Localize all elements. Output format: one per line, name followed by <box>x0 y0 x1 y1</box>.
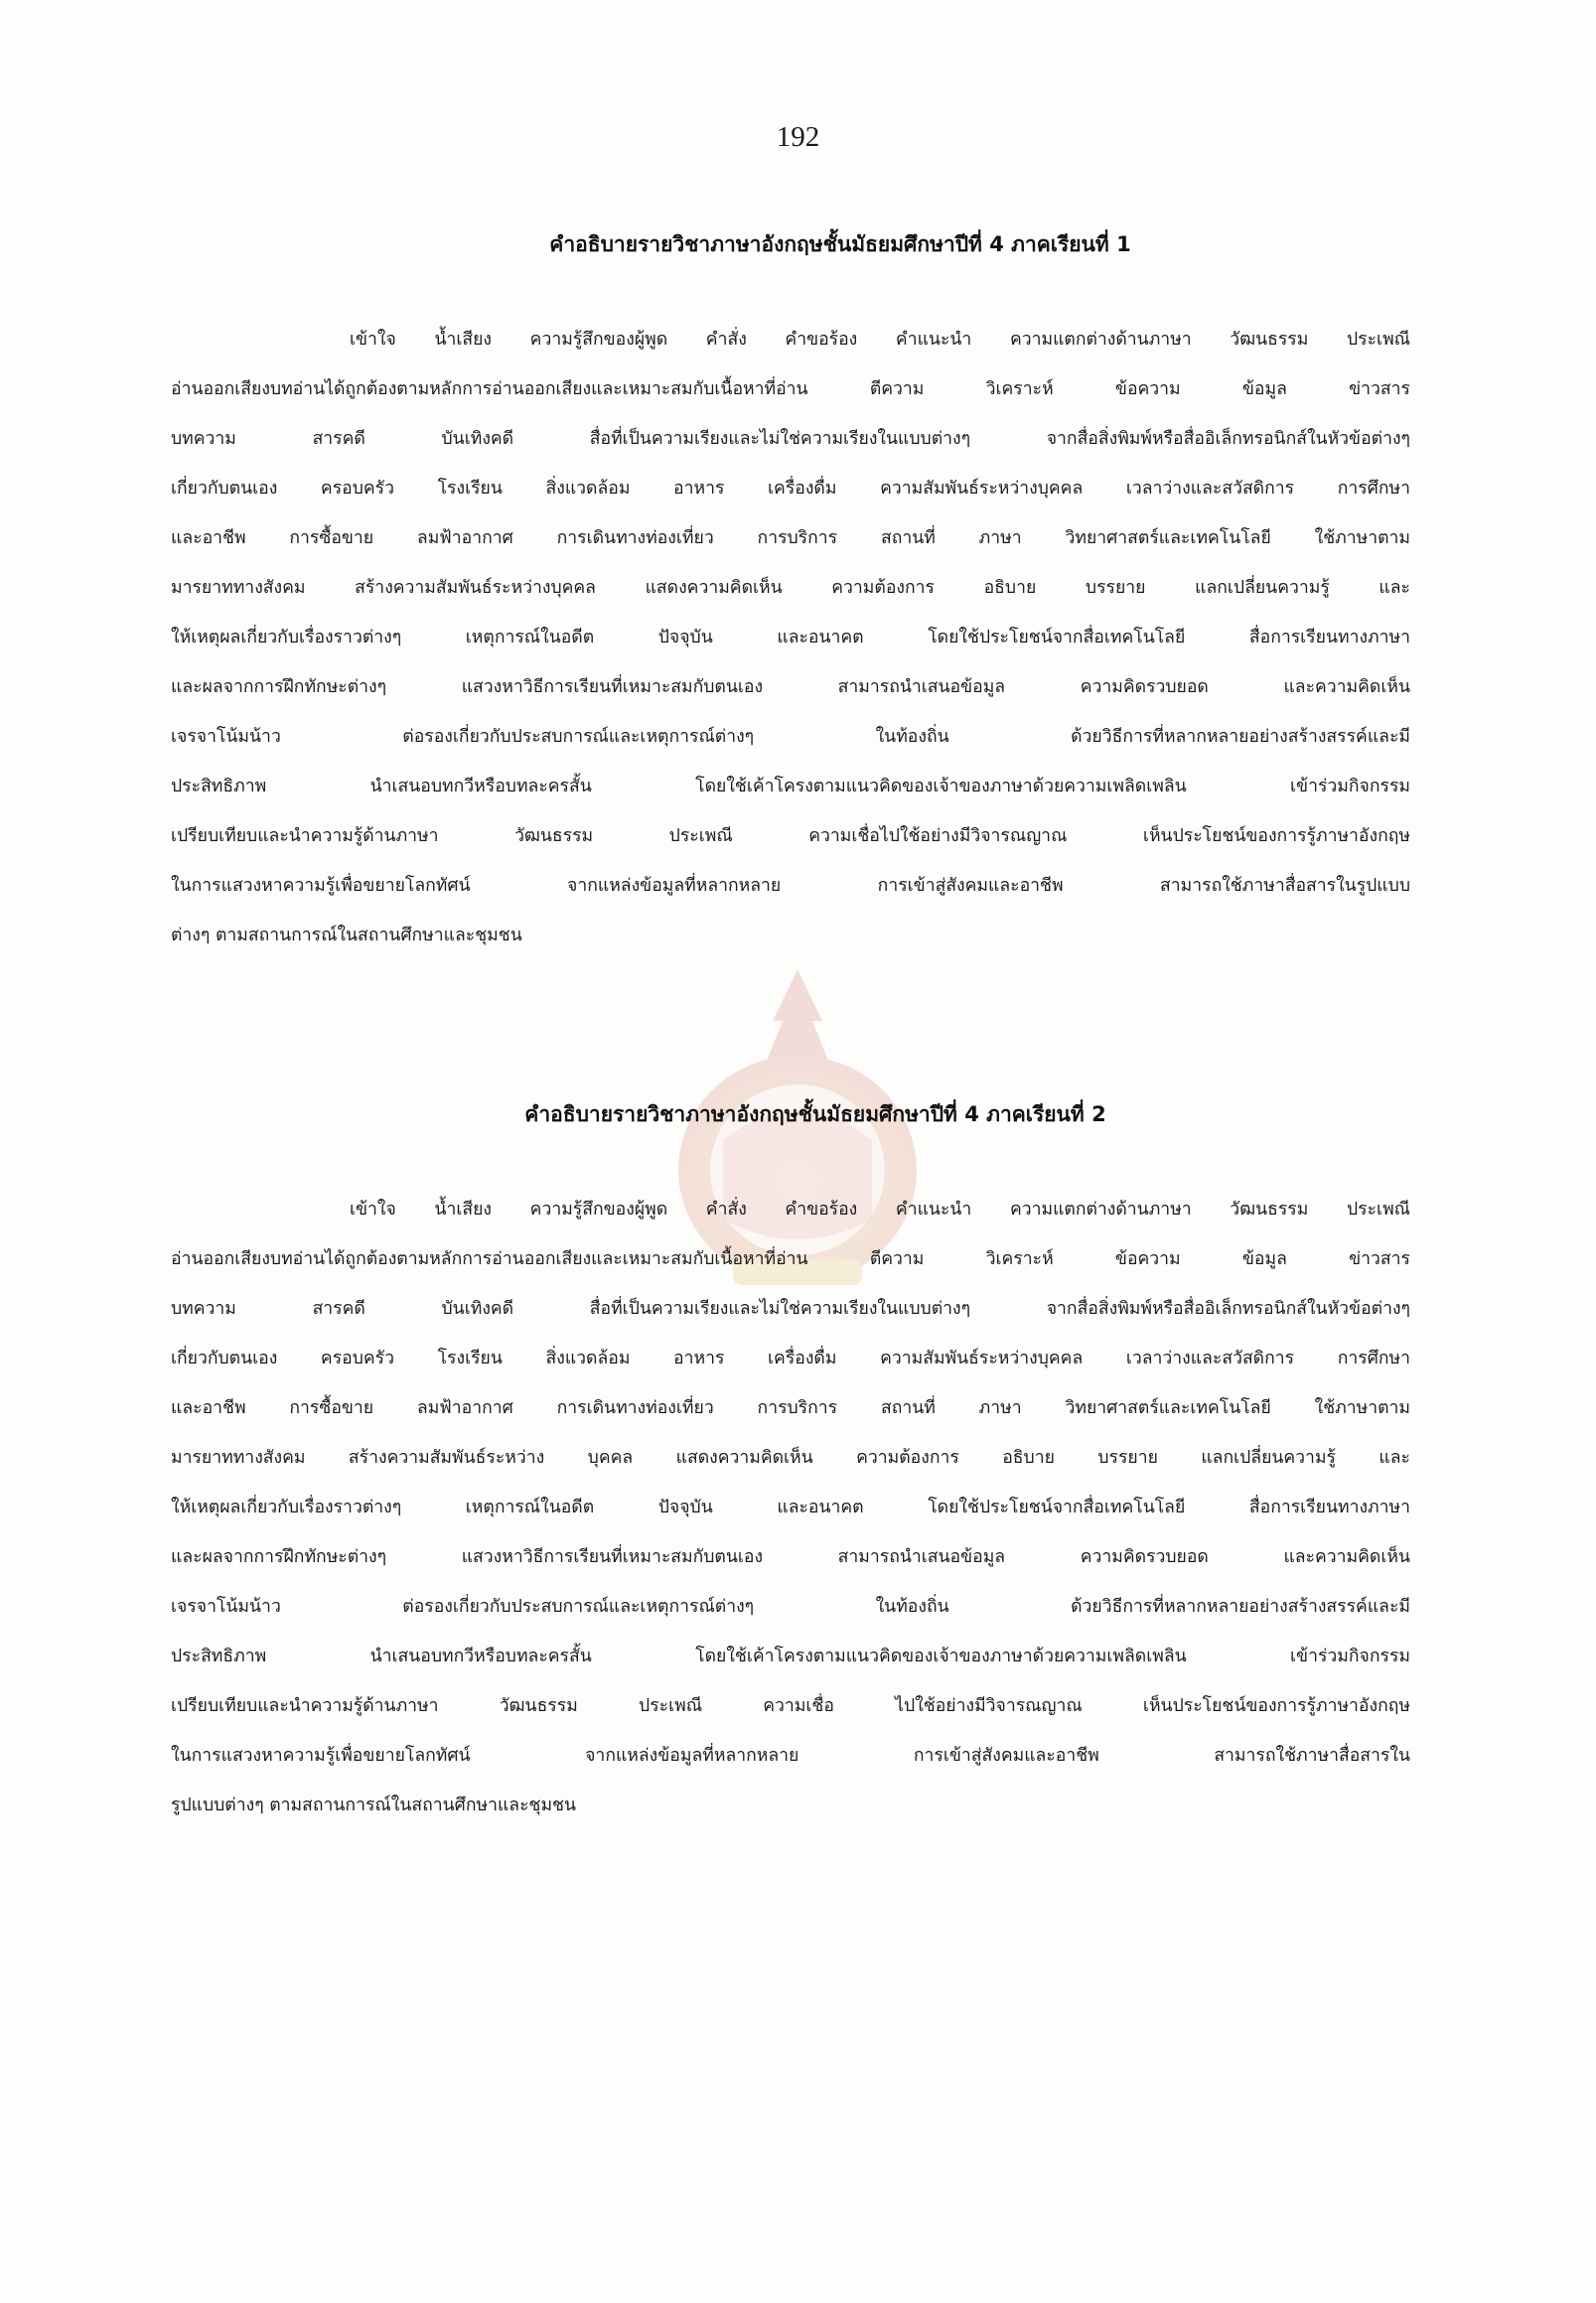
course-description-semester-1 <box>171 224 1410 960</box>
paragraph-line: เปรียบเทียบและนำความรู้ด้านภาษา วัฒนธรรม ประเพณี ความเชื่อ ไปใช้อย่างมีวิจารณญาณ เห็นประโยชน์ของการรู้ภาษาอังกฤษ <box>171 1696 1410 1716</box>
paragraph-line: และอาชีพ การซื้อขาย ลมฟ้าอากาศ การเดินทางท่องเที่ยว การบริการ สถานที่ ภาษา วิทยาศาสตร์และเทคโนโลยี ใช้ภาษาตาม <box>171 1398 1410 1418</box>
paragraph-line: ประสิทธิภาพ นำเสนอบทกวีหรือบทละครสั้น โดยใช้เค้าโครงตามแนวคิดของเจ้าของภาษาด้วยความเพลิดเพลิน เข้าร่วมกิจกรรม <box>171 777 1410 796</box>
section-paragraph <box>171 315 1410 960</box>
section-paragraph <box>171 1185 1410 1830</box>
paragraph-line: มารยาททางสังคม สร้างความสัมพันธ์ระหว่าง บุคคล แสดงความคิดเห็น ความต้องการ อธิบาย บรรยาย แลกเปลี่ยนความรู้ และ <box>171 1448 1410 1468</box>
section-title <box>171 1094 1410 1134</box>
paragraph-line: ในการแสวงหาความรู้เพื่อขยายโลกทัศน์ จากแหล่งข้อมูลที่หลากหลาย การเข้าสู่สังคมและอาชีพ สามารถใช้ภาษาสื่อสารใน <box>171 1746 1410 1766</box>
paragraph-line: ประสิทธิภาพ นำเสนอบทกวีหรือบทละครสั้น โดยใช้เค้าโครงตามแนวคิดของเจ้าของภาษาด้วยความเพลิดเพลิน เข้าร่วมกิจกรรม <box>171 1647 1410 1666</box>
paragraph-line: ให้เหตุผลเกี่ยวกับเรื่องราวต่างๆ เหตุการณ์ในอดีต ปัจจุบัน และอนาคต โดยใช้ประโยชน์จากสื่อเทคโนโลยี สื่อการเรียนทางภาษา <box>171 1498 1410 1517</box>
paragraph-line: บทความ สารคดี บันเทิงคดี สื่อที่เป็นความเรียงและไม่ใช่ความเรียงในแบบต่างๆ จากสื่อสิ่งพิมพ์หรือสื่ออิเล็กทรอนิกส์ในหัวข้อต่างๆ <box>171 429 1410 449</box>
paragraph-line: บทความ สารคดี บันเทิงคดี สื่อที่เป็นความเรียงและไม่ใช่ความเรียงในแบบต่างๆ จากสื่อสิ่งพิมพ์หรือสื่ออิเล็กทรอนิกส์ในหัวข้อต่างๆ <box>171 1299 1410 1319</box>
paragraph-line: เจรจาโน้มน้าว ต่อรองเกี่ยวกับประสบการณ์และเหตุการณ์ต่างๆ ในท้องถิ่น ด้วยวิธีการที่หลากหลายอย่างสร้างสรรค์และมี <box>171 727 1410 747</box>
paragraph-line: เกี่ยวกับตนเอง ครอบครัว โรงเรียน สิ่งแวดล้อม อาหาร เครื่องดื่ม ความสัมพันธ์ระหว่างบุคคล เวลาว่างและสวัสดิการ การศึกษา <box>171 479 1410 499</box>
paragraph-line: เปรียบเทียบและนำความรู้ด้านภาษา วัฒนธรรม ประเพณี ความเชื่อไปใช้อย่างมีวิจารณญาณ เห็นประโยชน์ของการรู้ภาษาอังกฤษ <box>171 826 1410 846</box>
paragraph-line: เจรจาโน้มน้าว ต่อรองเกี่ยวกับประสบการณ์และเหตุการณ์ต่างๆ ในท้องถิ่น ด้วยวิธีการที่หลากหลายอย่างสร้างสรรค์และมี <box>171 1597 1410 1617</box>
paragraph-line: และอาชีพ การซื้อขาย ลมฟ้าอากาศ การเดินทางท่องเที่ยว การบริการ สถานที่ ภาษา วิทยาศาสตร์และเทคโนโลยี ใช้ภาษาตาม <box>171 528 1410 548</box>
paragraph-line: และผลจากการฝึกทักษะต่างๆ แสวงหาวิธีการเรียนที่เหมาะสมกับตนเอง สามารถนำเสนอข้อมูล ความคิดรวบยอด และความคิดเห็น <box>171 677 1410 697</box>
paragraph-line: เข้าใจ น้ำเสียง ความรู้สึกของผู้พูด คำสั่ง คำขอร้อง คำแนะนำ ความแตกต่างด้านภาษา วัฒนธรรม ประเพณี <box>350 1200 1410 1220</box>
section-title-text: คำอธิบายรายวิชาภาษาอังกฤษชั้นมัธยมศึกษาปีที่ 4 ภาคเรียนที่ 2 <box>524 1102 1106 1126</box>
paragraph-line: เกี่ยวกับตนเอง ครอบครัว โรงเรียน สิ่งแวดล้อม อาหาร เครื่องดื่ม ความสัมพันธ์ระหว่างบุคคล เวลาว่างและสวัสดิการ การศึกษา <box>171 1349 1410 1368</box>
paragraph-line: ต่างๆ ตามสถานการณ์ในสถานศึกษาและชุมชน <box>171 926 522 945</box>
course-description-semester-2 <box>171 1094 1410 1830</box>
paragraph-line: อ่านออกเสียงบทอ่านได้ถูกต้องตามหลักการอ่านออกเสียงและเหมาะสมกับเนื้อหาที่อ่าน ตีความ วิเคราะห์ ข้อความ ข้อมูล ข่าวสาร <box>171 1249 1410 1269</box>
paragraph-line: อ่านออกเสียงบทอ่านได้ถูกต้องตามหลักการอ่านออกเสียงและเหมาะสมกับเนื้อหาที่อ่าน ตีความ วิเคราะห์ ข้อความ ข้อมูล ข่าวสาร <box>171 379 1410 399</box>
paragraph-line: และผลจากการฝึกทักษะต่างๆ แสวงหาวิธีการเรียนที่เหมาะสมกับตนเอง สามารถนำเสนอข้อมูล ความคิดรวบยอด และความคิดเห็น <box>171 1547 1410 1567</box>
paragraph-line: ให้เหตุผลเกี่ยวกับเรื่องราวต่างๆ เหตุการณ์ในอดีต ปัจจุบัน และอนาคต โดยใช้ประโยชน์จากสื่อเทคโนโลยี สื่อการเรียนทางภาษา <box>171 628 1410 648</box>
paragraph-line: มารยาททางสังคม สร้างความสัมพันธ์ระหว่างบุคคล แสดงความคิดเห็น ความต้องการ อธิบาย บรรยาย แลกเปลี่ยนความรู้ และ <box>171 578 1410 598</box>
paragraph-line: เข้าใจ น้ำเสียง ความรู้สึกของผู้พูด คำสั่ง คำขอร้อง คำแนะนำ ความแตกต่างด้านภาษา วัฒนธรรม ประเพณี <box>350 330 1410 350</box>
paragraph-line: ในการแสวงหาความรู้เพื่อขยายโลกทัศน์ จากแหล่งข้อมูลที่หลากหลาย การเข้าสู่สังคมและอาชีพ สามารถใช้ภาษาสื่อสารในรูปแบบ <box>171 876 1410 896</box>
paragraph-line: รูปแบบต่างๆ ตามสถานการณ์ในสถานศึกษาและชุมชน <box>171 1796 577 1815</box>
section-title <box>171 224 1410 264</box>
section-title-text: คำอธิบายรายวิชาภาษาอังกฤษชั้นมัธยมศึกษาปีที่ 4 ภาคเรียนที่ 1 <box>549 232 1131 256</box>
page-number: 192 <box>776 121 820 153</box>
